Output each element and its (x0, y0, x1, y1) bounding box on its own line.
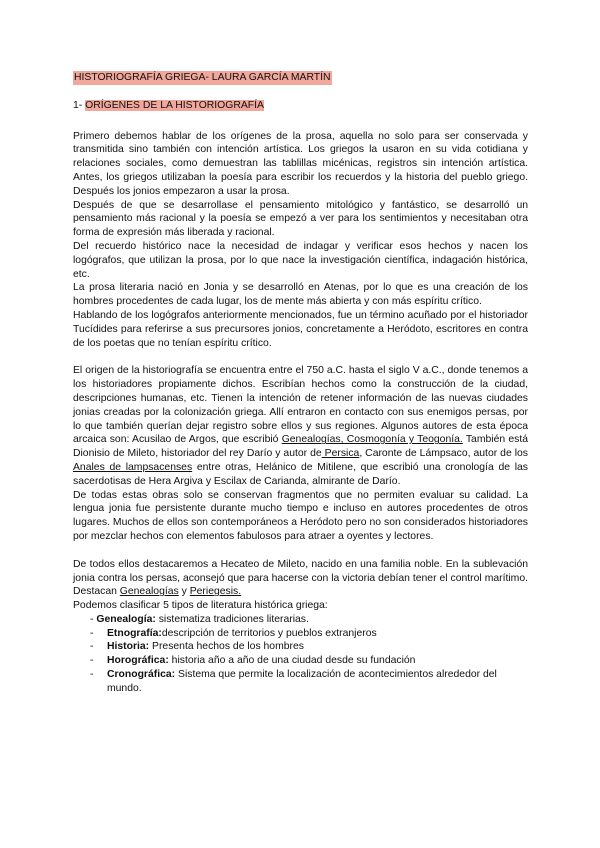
text-run: entre otras, Helánico de Mitilene, que escribió una cronología de las sacerdotisas de Hera Argiva y Escilax de Carianda, almirante de Darío. (73, 461, 528, 487)
paragraph-hecateo (73, 558, 528, 599)
paragraph-tucidides: Hablando de los logógrafos anteriormente mencionados, fue un término acuñado por el historiador Tucídides para referirse a sus precursores jonios, concretamente a Heródoto, escritores en contra de los poetas que no tenían espíritu crítico. (73, 309, 528, 349)
text-run: , Caronte de Lámpsaco, autor de los (359, 448, 528, 460)
list-item (73, 613, 528, 627)
paragraph-jonia-atenas: La prosa literaria nació en Jonia y se desarrolló en Atenas, por lo que es una creación de los hombres procedentes de cada lugar, los de mente más abierta y con más espíritu crítico. (73, 282, 528, 308)
paragraph-origin-historiography (73, 364, 528, 488)
dash-bullet: - (90, 613, 94, 625)
dash-bullet: - (90, 641, 94, 653)
literature-types-list (73, 613, 528, 696)
list-item (73, 627, 528, 641)
type-term: Cronográfica: (107, 669, 176, 681)
paragraph-prose-origins: Primero debemos hablar de los orígenes de la prosa, aquella no solo para ser conservada y transmitida sino también con intención artística. Los griegos la usaron en su vida cotidiana y relaciones sociales, como demuestran las tablillas micénicas, registros sin intención artística. Antes, los griegos utilizaban la poesía para escribir los recuerdos y la historia del pueblo griego. Después los jonios empezaron a usar la prosa. (73, 130, 528, 197)
dash-bullet: - (90, 627, 94, 639)
section-number: 1- (73, 99, 86, 111)
type-desc: Sistema que permite la localización de acontecimientos alrededor del mundo. (107, 669, 497, 694)
text-run: También está Dionisio de Mileto, historiador del rey Darío y autor de (73, 434, 529, 460)
text-run: De todos ellos destacaremos a Hecateo de Mileto, nacido en una familia noble. En la sublevación jonia contra los persas, aconsejó que para hacerse con la victoria debían tener el control marítimo. Destacan (73, 558, 528, 598)
underlined-title-persica: Persica (321, 448, 360, 460)
text-run: El origen de la historiografía se encuentra entre el 750 a.C. hasta el siglo V a.C., donde tenemos a los historiadores propiamente dichos. Escribían hechos como la construcción de la ciudad, descripciones humanas, etc. Tienen la intención de retener información de las nuevas ciudades jonias creadas por la colonización griega. Allí entraron en contacto con sus enemigos persas, por lo que también querían dejar registro sobre ellos y sus regiones. Algunos autores de esta época arcaica son: Acusilao de Argos, que escribió (73, 365, 528, 446)
spacer (73, 113, 528, 130)
type-term: Horográfica: (107, 655, 169, 667)
section-title: ORÍGENES DE LA HISTORIOGRAFÍA (85, 99, 264, 111)
title-line (73, 71, 528, 85)
type-term: Genealogía: (96, 613, 156, 625)
spacer (73, 544, 528, 558)
type-desc: Presenta hechos de los hombres (149, 641, 304, 653)
type-desc: sistematiza tradiciones literarias. (155, 613, 309, 625)
paragraph-rational-thought: Después de que se desarrollase el pensamiento mitológico y fantástico, se desarrolló un pensamiento más racional y la poesía se empezó a ver para los sentimientos y necesitaban otra forma de expresión más liberada y racional. (73, 199, 528, 239)
type-desc: descripción de territorios y pueblos extranjeros (161, 627, 377, 639)
list-item (73, 668, 528, 696)
list-item (73, 640, 528, 654)
paragraph-classification: Podemos clasificar 5 tipos de literatura histórica griega: (73, 600, 328, 612)
dash-bullet: - (90, 669, 94, 681)
paragraph-fragments: De todas estas obras solo se conservan fragmentos que no permiten evaluar su calidad. La lengua jonia fue persistente durante mucho tiempo e incluso en autores procedentes de otros lugares. Muchos de ellos son contemporáneos a Heródoto pero no son considerados historiadores por mezclar hechos con elementos fabulosos para atraer a oyentes y lectores. (73, 489, 528, 542)
dash-bullet: - (90, 655, 94, 667)
underlined-title-periegesis: Periegesis. (189, 586, 242, 598)
paragraph-logographers: Del recuerdo histórico nace la necesidad de indagar y verificar esos hechos y nacen los logógrafos, que utilizan la prosa, por lo que nace la investigación científica, indagación histórica, etc. (73, 240, 528, 280)
type-desc: historia año a año de una ciudad desde su fundación (168, 655, 416, 667)
document-title: HISTORIOGRAFÍA GRIEGA- LAURA GARCÍA MARTÍN (74, 72, 331, 83)
underlined-title-genealogias: Genealogías, Cosmogonía y Teogonía. (281, 434, 463, 446)
spacer (73, 350, 528, 364)
underlined-title-genealogias-2: Genealogías (119, 586, 179, 598)
underlined-title-anales: Anales de lampsacenses (73, 461, 193, 473)
text-run: y (178, 586, 190, 598)
section-heading (73, 99, 528, 113)
type-term: Etnografía: (107, 627, 162, 639)
type-term: Historia: (107, 641, 150, 653)
list-item (73, 654, 528, 668)
